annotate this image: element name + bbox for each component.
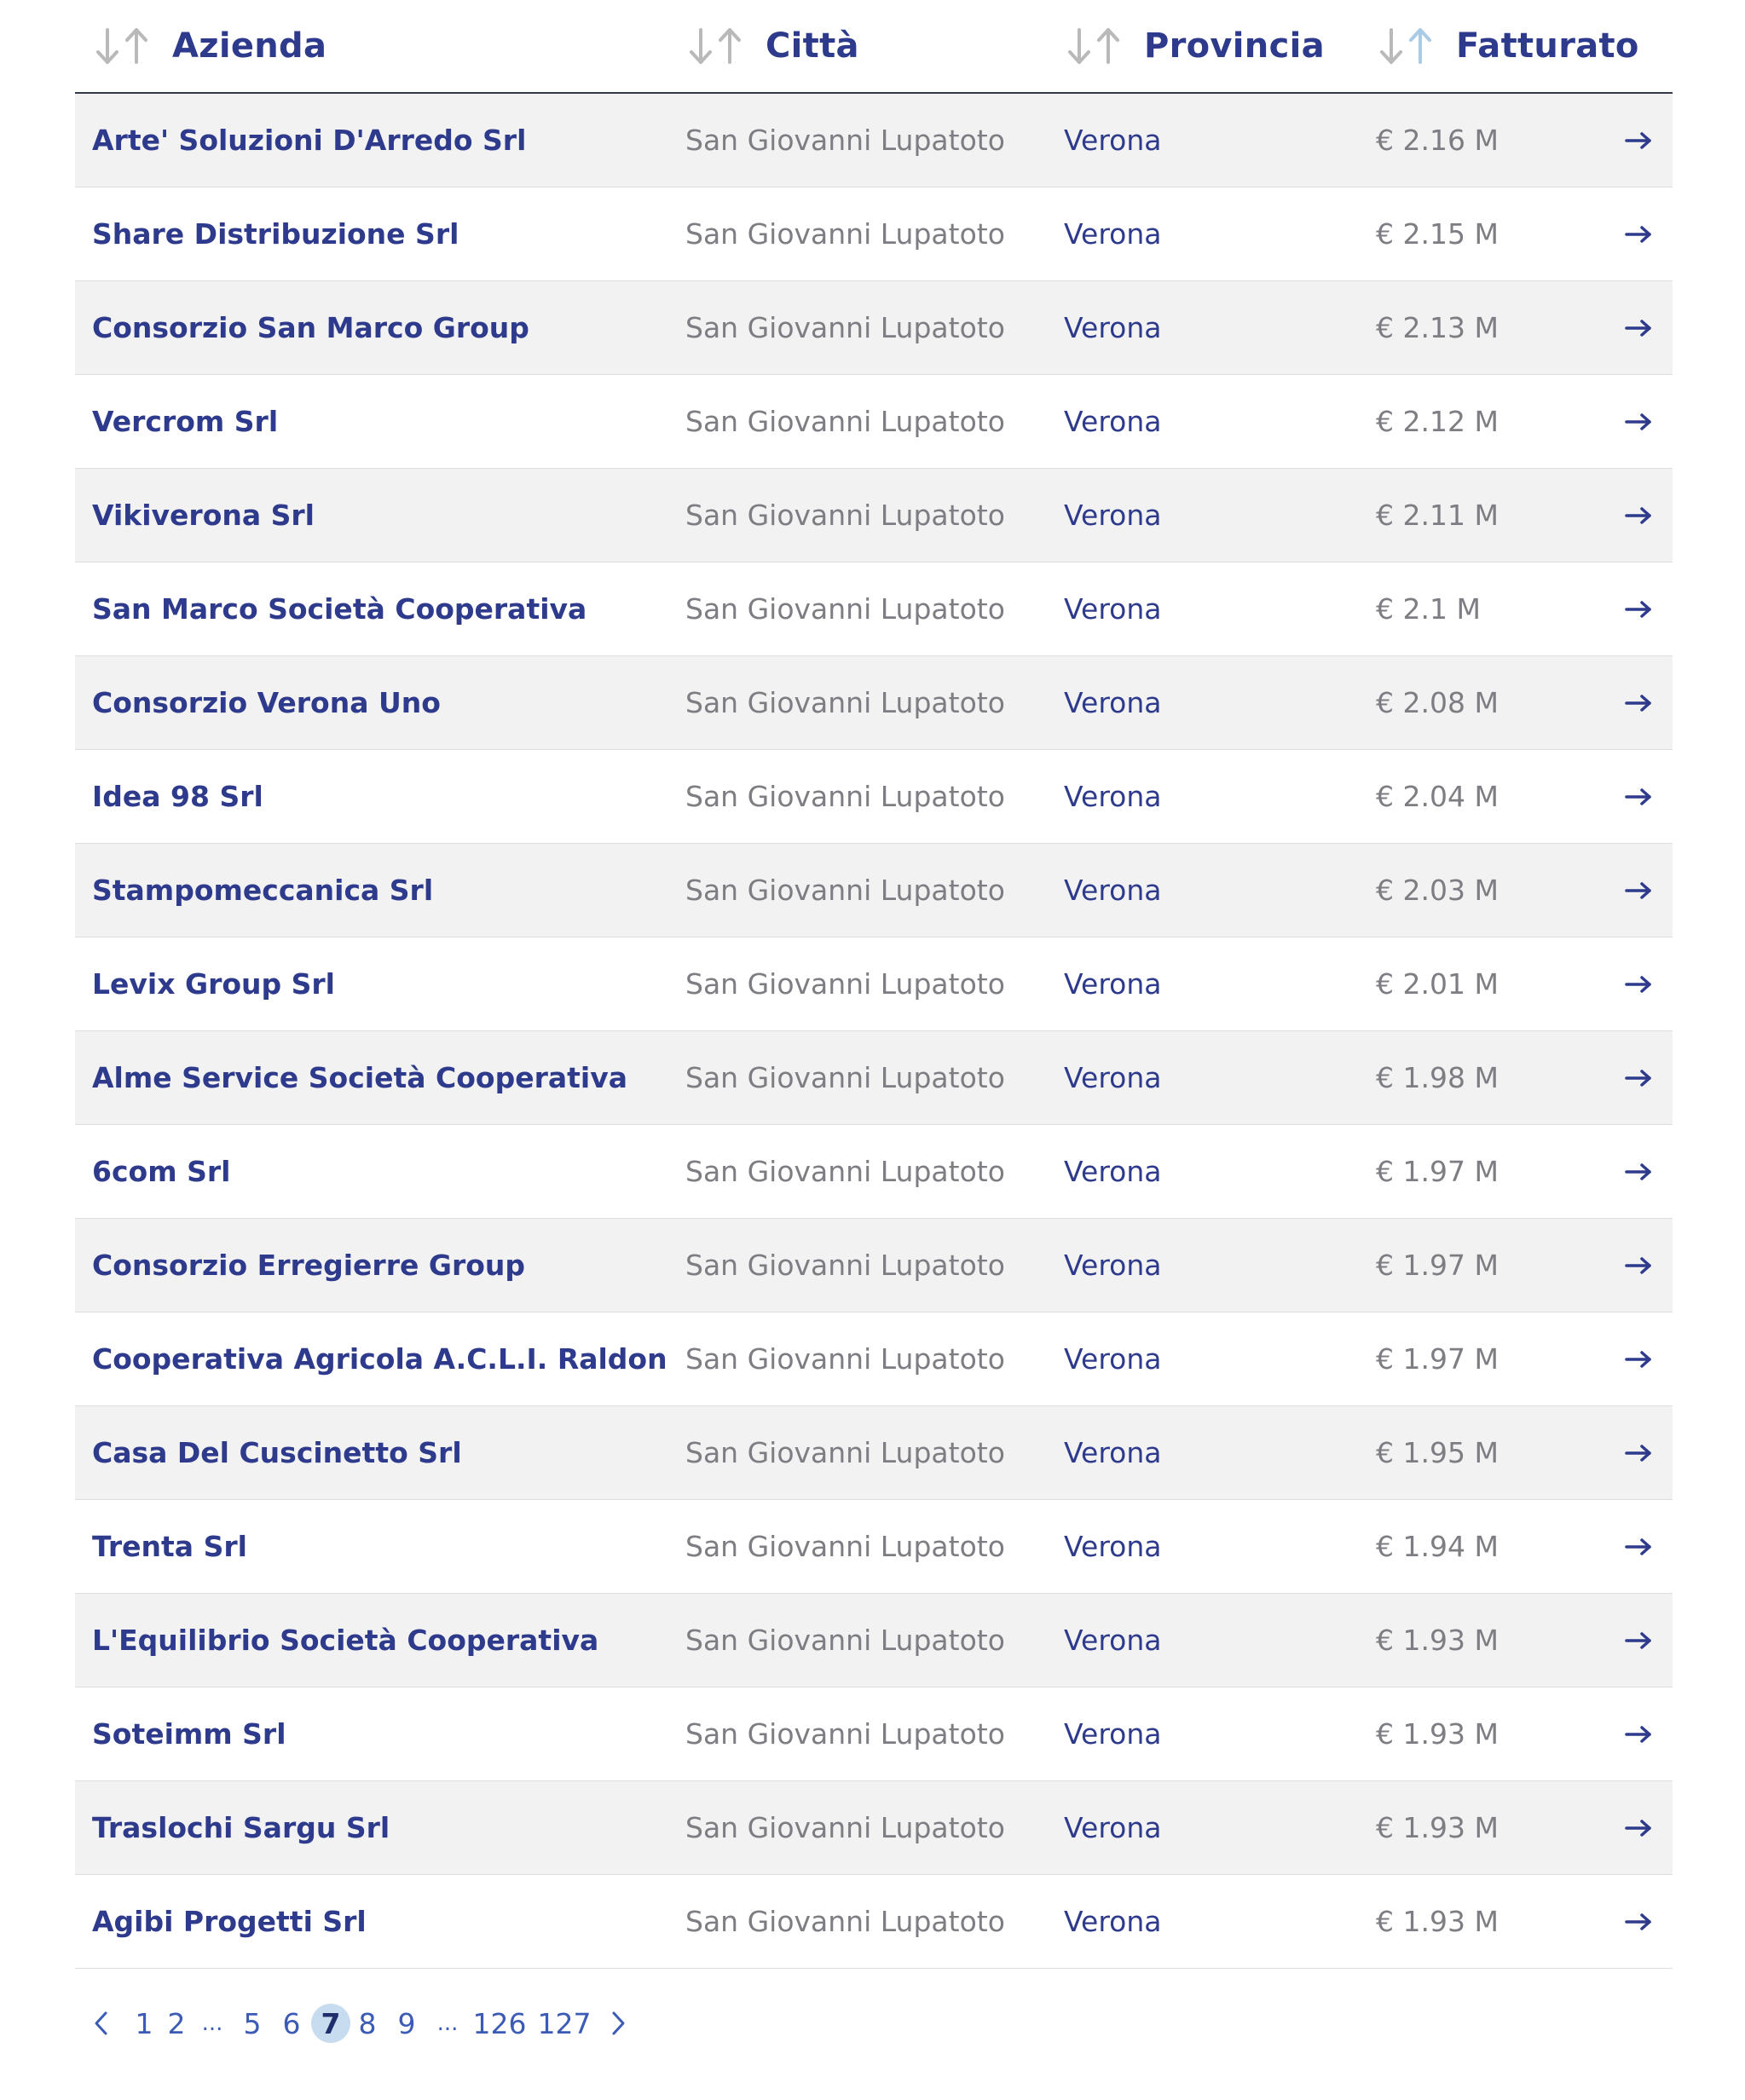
company-name-link[interactable]: Share Distribuzione Srl bbox=[92, 217, 459, 251]
table-row[interactable] bbox=[75, 562, 1673, 656]
sort-arrows-icon bbox=[1378, 25, 1434, 67]
province-cell: Verona bbox=[1064, 967, 1162, 1001]
arrow-right-icon[interactable] bbox=[1625, 1031, 1652, 1124]
city-cell: San Giovanni Lupatoto bbox=[685, 1061, 1005, 1094]
sort-arrows-icon bbox=[1066, 25, 1122, 67]
province-cell: Verona bbox=[1064, 1061, 1162, 1094]
city-cell: San Giovanni Lupatoto bbox=[685, 1436, 1005, 1469]
company-name-link[interactable]: Arte' Soluzioni D'Arredo Srl bbox=[92, 124, 527, 157]
table-row[interactable] bbox=[75, 1312, 1673, 1406]
page-link-9[interactable]: 9 bbox=[397, 2006, 416, 2040]
revenue-cell: € 2.08 M bbox=[1376, 686, 1499, 719]
revenue-cell: € 2.1 M bbox=[1376, 592, 1481, 626]
table-row[interactable] bbox=[75, 94, 1673, 188]
province-cell: Verona bbox=[1064, 1624, 1162, 1657]
arrow-down-icon bbox=[1382, 30, 1401, 62]
arrow-right-icon[interactable] bbox=[1625, 656, 1652, 749]
column-header-province[interactable] bbox=[1066, 0, 1325, 92]
arrow-right-icon[interactable] bbox=[1625, 1125, 1652, 1218]
company-name-link[interactable]: Idea 98 Srl bbox=[92, 780, 263, 813]
arrow-right-icon[interactable] bbox=[1625, 188, 1652, 280]
company-name-link[interactable]: 6com Srl bbox=[92, 1155, 231, 1188]
column-label-city: Città bbox=[766, 26, 859, 66]
city-cell: San Giovanni Lupatoto bbox=[685, 780, 1005, 813]
province-cell: Verona bbox=[1064, 311, 1162, 344]
province-cell: Verona bbox=[1064, 217, 1162, 251]
table-row[interactable] bbox=[75, 188, 1673, 281]
city-cell: San Giovanni Lupatoto bbox=[685, 124, 1005, 157]
company-name-link[interactable]: Soteimm Srl bbox=[92, 1717, 286, 1751]
revenue-cell: € 1.93 M bbox=[1376, 1717, 1499, 1751]
page-link-5[interactable]: 5 bbox=[243, 2006, 262, 2040]
arrow-right-icon[interactable] bbox=[1625, 1312, 1652, 1405]
company-table bbox=[75, 0, 1673, 1969]
province-cell: Verona bbox=[1064, 874, 1162, 907]
revenue-cell: € 2.13 M bbox=[1376, 311, 1499, 344]
company-name-link[interactable]: Levix Group Srl bbox=[92, 967, 335, 1001]
arrow-up-icon bbox=[1099, 30, 1118, 62]
city-cell: San Giovanni Lupatoto bbox=[685, 311, 1005, 344]
company-name-link[interactable]: Traslochi Sargu Srl bbox=[92, 1811, 390, 1844]
table-row[interactable] bbox=[75, 469, 1673, 562]
revenue-cell: € 1.93 M bbox=[1376, 1624, 1499, 1657]
company-name-link[interactable]: Casa Del Cuscinetto Srl bbox=[92, 1436, 462, 1469]
city-cell: San Giovanni Lupatoto bbox=[685, 1342, 1005, 1376]
page-link-126[interactable]: 126 bbox=[472, 2006, 527, 2040]
city-cell: San Giovanni Lupatoto bbox=[685, 1717, 1005, 1751]
page-link-8[interactable]: 8 bbox=[358, 2006, 377, 2040]
company-name-link[interactable]: Alme Service Società Cooperativa bbox=[92, 1061, 627, 1094]
sort-arrows[interactable] bbox=[1378, 25, 1434, 67]
province-cell: Verona bbox=[1064, 499, 1162, 532]
province-cell: Verona bbox=[1064, 686, 1162, 719]
column-label-province: Provincia bbox=[1144, 26, 1325, 66]
province-cell: Verona bbox=[1064, 1717, 1162, 1751]
city-cell: San Giovanni Lupatoto bbox=[685, 874, 1005, 907]
table-row[interactable] bbox=[75, 1031, 1673, 1125]
pagination bbox=[75, 1998, 842, 2049]
company-name-link[interactable]: Vikiverona Srl bbox=[92, 499, 315, 532]
province-cell: Verona bbox=[1064, 1530, 1162, 1563]
pagination-ellipsis: ... bbox=[201, 2011, 223, 2036]
arrow-right-icon[interactable] bbox=[1625, 938, 1652, 1030]
province-cell: Verona bbox=[1064, 405, 1162, 438]
arrow-right-icon[interactable] bbox=[1625, 1219, 1652, 1312]
company-name-link[interactable]: Agibi Progetti Srl bbox=[92, 1905, 367, 1938]
province-cell: Verona bbox=[1064, 124, 1162, 157]
arrow-right-icon[interactable] bbox=[1625, 1500, 1652, 1593]
city-cell: San Giovanni Lupatoto bbox=[685, 592, 1005, 626]
arrow-down-icon bbox=[691, 30, 710, 62]
revenue-cell: € 1.97 M bbox=[1376, 1342, 1499, 1376]
table-row[interactable] bbox=[75, 1500, 1673, 1594]
table-row[interactable] bbox=[75, 1219, 1673, 1312]
table-row[interactable] bbox=[75, 656, 1673, 750]
table-row[interactable] bbox=[75, 750, 1673, 844]
page-link-127[interactable]: 127 bbox=[537, 2006, 592, 2040]
city-cell: San Giovanni Lupatoto bbox=[685, 1249, 1005, 1282]
pagination-ellipsis: ... bbox=[436, 2011, 459, 2036]
province-cell: Verona bbox=[1064, 780, 1162, 813]
table-row[interactable] bbox=[75, 938, 1673, 1031]
city-cell: San Giovanni Lupatoto bbox=[685, 1624, 1005, 1657]
revenue-cell: € 2.12 M bbox=[1376, 405, 1499, 438]
arrow-up-icon bbox=[1411, 30, 1430, 62]
city-cell: San Giovanni Lupatoto bbox=[685, 1155, 1005, 1188]
city-cell: San Giovanni Lupatoto bbox=[685, 1530, 1005, 1563]
city-cell: San Giovanni Lupatoto bbox=[685, 1811, 1005, 1844]
arrow-up-icon bbox=[720, 30, 739, 62]
arrow-right-icon[interactable] bbox=[1625, 1688, 1652, 1780]
revenue-cell: € 2.11 M bbox=[1376, 499, 1499, 532]
revenue-cell: € 2.15 M bbox=[1376, 217, 1499, 251]
column-header-company[interactable] bbox=[94, 0, 326, 92]
chevron-right-icon[interactable] bbox=[605, 1998, 631, 2049]
table-row[interactable] bbox=[75, 1125, 1673, 1219]
province-cell: Verona bbox=[1064, 592, 1162, 626]
arrow-right-icon[interactable] bbox=[1625, 844, 1652, 937]
revenue-cell: € 1.97 M bbox=[1376, 1249, 1499, 1282]
arrow-right-icon[interactable] bbox=[1625, 375, 1652, 468]
province-cell: Verona bbox=[1064, 1249, 1162, 1282]
city-cell: San Giovanni Lupatoto bbox=[685, 217, 1005, 251]
table-row[interactable] bbox=[75, 1781, 1673, 1875]
arrow-right-icon[interactable] bbox=[1625, 469, 1652, 562]
city-cell: San Giovanni Lupatoto bbox=[685, 967, 1005, 1001]
table-row[interactable] bbox=[75, 1688, 1673, 1781]
page-link-6[interactable]: 6 bbox=[282, 2006, 301, 2040]
arrow-right-icon[interactable] bbox=[1625, 1594, 1652, 1687]
arrow-right-icon[interactable] bbox=[1625, 750, 1652, 843]
city-cell: San Giovanni Lupatoto bbox=[685, 499, 1005, 532]
page-link-7-current[interactable]: 7 bbox=[311, 2004, 350, 2043]
arrow-up-icon bbox=[127, 30, 146, 62]
table-row[interactable] bbox=[75, 375, 1673, 469]
city-cell: San Giovanni Lupatoto bbox=[685, 686, 1005, 719]
column-header-city[interactable] bbox=[687, 0, 859, 92]
province-cell: Verona bbox=[1064, 1342, 1162, 1376]
table-header bbox=[75, 0, 1673, 94]
company-name-link[interactable]: Vercrom Srl bbox=[92, 405, 279, 438]
revenue-cell: € 2.03 M bbox=[1376, 874, 1499, 907]
table-row[interactable] bbox=[75, 1875, 1673, 1969]
arrow-right-icon[interactable] bbox=[1625, 94, 1652, 187]
table-row[interactable] bbox=[75, 281, 1673, 375]
revenue-cell: € 2.16 M bbox=[1376, 124, 1499, 157]
sort-arrows-icon bbox=[94, 25, 150, 67]
company-name-link[interactable]: Consorzio Erregierre Group bbox=[92, 1249, 526, 1282]
arrow-down-icon bbox=[98, 30, 117, 62]
table-row[interactable] bbox=[75, 1594, 1673, 1688]
arrow-down-icon bbox=[1070, 30, 1089, 62]
chevron-left-icon[interactable] bbox=[89, 1998, 114, 2049]
revenue-cell: € 1.98 M bbox=[1376, 1061, 1499, 1094]
province-cell: Verona bbox=[1064, 1155, 1162, 1188]
province-cell: Verona bbox=[1064, 1905, 1162, 1938]
company-name-link[interactable]: Consorzio San Marco Group bbox=[92, 311, 529, 344]
sort-arrows[interactable] bbox=[94, 25, 150, 67]
company-name-link[interactable]: Trenta Srl bbox=[92, 1530, 247, 1563]
company-name-link[interactable]: L'Equilibrio Società Cooperativa bbox=[92, 1624, 599, 1657]
page-link-2[interactable]: 2 bbox=[167, 2006, 186, 2040]
table-row[interactable] bbox=[75, 844, 1673, 938]
table-row[interactable] bbox=[75, 1406, 1673, 1500]
revenue-cell: € 1.94 M bbox=[1376, 1530, 1499, 1563]
arrow-right-icon[interactable] bbox=[1625, 1781, 1652, 1874]
sort-arrows[interactable] bbox=[1066, 25, 1122, 67]
company-name-link[interactable]: Stampomeccanica Srl bbox=[92, 874, 434, 907]
company-name-link[interactable]: San Marco Società Cooperativa bbox=[92, 592, 587, 626]
arrow-right-icon[interactable] bbox=[1625, 281, 1652, 374]
city-cell: San Giovanni Lupatoto bbox=[685, 1905, 1005, 1938]
city-cell: San Giovanni Lupatoto bbox=[685, 405, 1005, 438]
revenue-cell: € 1.97 M bbox=[1376, 1155, 1499, 1188]
arrow-right-icon[interactable] bbox=[1625, 562, 1652, 655]
sort-arrows[interactable] bbox=[687, 25, 743, 67]
arrow-right-icon[interactable] bbox=[1625, 1875, 1652, 1968]
revenue-cell: € 1.93 M bbox=[1376, 1811, 1499, 1844]
revenue-cell: € 2.01 M bbox=[1376, 967, 1499, 1001]
revenue-cell: € 1.93 M bbox=[1376, 1905, 1499, 1938]
arrow-right-icon[interactable] bbox=[1625, 1406, 1652, 1499]
sort-arrows-icon bbox=[687, 25, 743, 67]
company-name-link[interactable]: Cooperativa Agricola A.C.L.I. Raldon bbox=[92, 1342, 667, 1376]
province-cell: Verona bbox=[1064, 1811, 1162, 1844]
company-name-link[interactable]: Consorzio Verona Uno bbox=[92, 686, 441, 719]
column-header-revenue[interactable] bbox=[1378, 0, 1639, 92]
province-cell: Verona bbox=[1064, 1436, 1162, 1469]
revenue-cell: € 2.04 M bbox=[1376, 780, 1499, 813]
column-label-revenue: Fatturato bbox=[1456, 26, 1639, 66]
page-link-1[interactable]: 1 bbox=[135, 2006, 153, 2040]
column-label-company: Azienda bbox=[172, 26, 327, 66]
revenue-cell: € 1.95 M bbox=[1376, 1436, 1499, 1469]
